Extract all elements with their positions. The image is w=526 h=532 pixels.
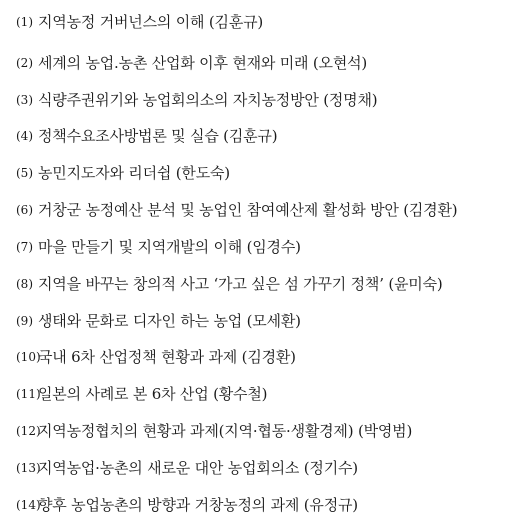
item-number: (13) xyxy=(16,461,41,475)
item-text: 지역농업·농촌의 새로운 대안 농업회의소 (정기수) xyxy=(38,459,358,477)
list-item xyxy=(16,198,457,222)
item-text: 국내 6차 산업정책 현황과 과제 (김경환) xyxy=(38,348,296,366)
item-number: (6) xyxy=(16,203,33,217)
item-number: (14) xyxy=(16,498,41,512)
list-item xyxy=(16,272,443,296)
item-number: (9) xyxy=(16,314,33,328)
list-item xyxy=(16,88,377,112)
item-text: 정책수요조사방법론 및 실습 (김훈규) xyxy=(38,127,278,145)
item-number: (5) xyxy=(16,166,33,180)
item-number: (2) xyxy=(16,56,33,70)
list-item xyxy=(16,124,277,148)
list-item xyxy=(16,493,358,517)
item-text: 지역을 바꾸는 창의적 사고 ‘가고 싶은 섬 가꾸기 정책’ (윤미숙) xyxy=(38,275,443,293)
item-number: (4) xyxy=(16,129,33,143)
list-item xyxy=(16,345,296,369)
list-item xyxy=(16,161,230,185)
list-item xyxy=(16,51,367,75)
list-item xyxy=(16,419,412,443)
item-text: 농민지도자와 리더쉽 (한도숙) xyxy=(38,164,230,182)
item-text: 일본의 사례로 본 6차 산업 (황수철) xyxy=(38,385,268,403)
item-number: (7) xyxy=(16,240,33,254)
item-number: (10) xyxy=(16,350,41,364)
item-number: (8) xyxy=(16,277,33,291)
item-number: (3) xyxy=(16,93,33,107)
item-text: 식량주권위기와 농업회의소의 자치농정방안 (정명채) xyxy=(38,91,378,109)
item-number: (12) xyxy=(16,424,41,438)
list-item xyxy=(16,456,358,480)
list-item xyxy=(16,382,267,406)
item-text: 지역농정협치의 현황과 과제(지역·협동·생활경제) (박영범) xyxy=(38,422,413,440)
item-number: (11) xyxy=(16,387,41,401)
list-item xyxy=(16,10,263,34)
item-text: 향후 농업농촌의 방향과 거창농정의 과제 (유정규) xyxy=(38,496,358,514)
item-text: 지역농정 거버넌스의 이해 (김훈규) xyxy=(38,13,264,31)
item-text: 거창군 농정예산 분석 및 농업인 참여예산제 활성화 방안 (김경환) xyxy=(38,201,458,219)
item-text: 세계의 농업.농촌 산업화 이후 현재와 미래 (오현석) xyxy=(38,54,368,72)
item-text: 생태와 문화로 디자인 하는 농업 (모세환) xyxy=(38,312,301,330)
list-item xyxy=(16,235,301,259)
item-text: 마을 만들기 및 지역개발의 이해 (임경수) xyxy=(38,238,301,256)
item-number: (1) xyxy=(16,15,33,29)
list-item xyxy=(16,309,301,333)
